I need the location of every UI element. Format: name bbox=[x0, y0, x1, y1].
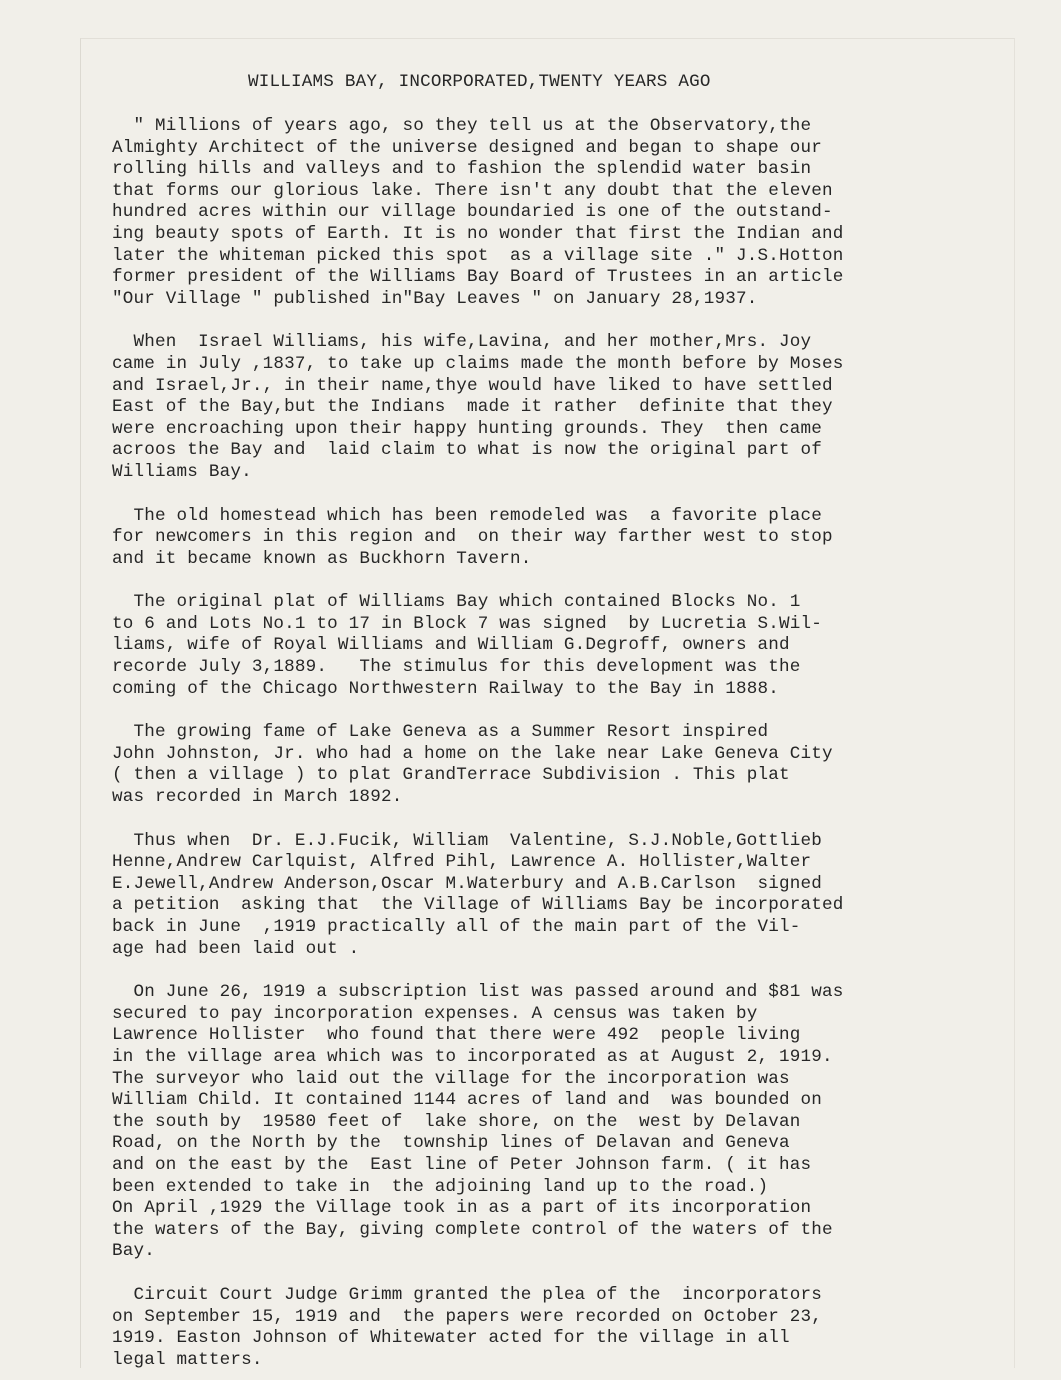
text-line: and on the east by the East line of Peter Johnson farm. ( it has bbox=[112, 1154, 812, 1175]
text-line: Lawrence Hollister who found that there were 492 people living bbox=[112, 1025, 801, 1046]
text-line: The surveyor who laid out the village for the incorporation was bbox=[112, 1068, 790, 1089]
text-line: was recorded in March 1892. bbox=[112, 787, 403, 808]
text-line: liams, wife of Royal Williams and William G.Degroff, owners and bbox=[112, 635, 790, 656]
text-line: to 6 and Lots No.1 to 17 in Block 7 was signed by Lucretia S.Wil- bbox=[112, 613, 823, 634]
text-line: recorde July 3,1889. The stimulus for this development was the bbox=[112, 657, 801, 678]
text-line: rolling hills and valleys and to fashion the splendid water basin bbox=[112, 159, 812, 180]
text-line: been extended to take in the adjoining land up to the road.) bbox=[112, 1176, 769, 1197]
paragraph-2 bbox=[112, 332, 992, 483]
text-line: Henne,Andrew Carlquist, Alfred Pihl, Lawrence A. Hollister,Walter bbox=[112, 852, 812, 873]
paragraph-1 bbox=[112, 116, 992, 310]
text-line: the waters of the Bay, giving complete control of the waters of the bbox=[112, 1219, 833, 1240]
text-line: a petition asking that the Village of Williams Bay be incorporated bbox=[112, 895, 844, 916]
text-line: legal matters. bbox=[112, 1349, 263, 1370]
text-line: coming of the Chicago Northwestern Railway to the Bay in 1888. bbox=[112, 678, 779, 699]
text-line: and Israel,Jr., in their name,thye would have liked to have settled bbox=[112, 375, 833, 396]
text-line: were encroaching upon their happy hunting grounds. They then came bbox=[112, 418, 823, 439]
text-line: "Our Village " published in"Bay Leaves " on January 28,1937. bbox=[112, 288, 758, 309]
text-line: The old homestead which has been remodeled was a favorite place bbox=[112, 505, 823, 526]
text-line: in the village area which was to incorporated as at August 2, 1919. bbox=[112, 1046, 833, 1067]
text-line: Almighty Architect of the universe designed and began to shape our bbox=[112, 137, 823, 158]
text-line: acroos the Bay and laid claim to what is now the original part of bbox=[112, 440, 823, 461]
paragraph-4 bbox=[112, 592, 992, 700]
text-line: Thus when Dr. E.J.Fucik, William Valentine, S.J.Noble,Gottlieb bbox=[112, 830, 823, 851]
text-line: hundred acres within our village boundaried is one of the outstand- bbox=[112, 202, 833, 223]
text-line: ( then a village ) to plat GrandTerrace Subdivision . This plat bbox=[112, 765, 790, 786]
typewritten-document bbox=[112, 70, 992, 1371]
text-line: On June 26, 1919 a subscription list was passed around and $81 was bbox=[112, 982, 844, 1003]
text-line: Circuit Court Judge Grimm granted the plea of the incorporators bbox=[112, 1284, 823, 1305]
text-line: came in July ,1837, to take up claims made the month before by Moses bbox=[112, 353, 844, 374]
text-line: secured to pay incorporation expenses. A census was taken by bbox=[112, 1003, 758, 1024]
text-line: When Israel Williams, his wife,Lavina, and her mother,Mrs. Joy bbox=[112, 332, 812, 353]
paragraph-6 bbox=[112, 831, 992, 961]
text-line: that forms our glorious lake. There isn't any doubt that the eleven bbox=[112, 180, 833, 201]
text-line: Williams Bay. bbox=[112, 461, 252, 482]
text-line: ing beauty spots of Earth. It is no wonder that first the Indian and bbox=[112, 223, 844, 244]
text-line: age had been laid out . bbox=[112, 938, 360, 959]
paragraph-5 bbox=[112, 722, 992, 808]
paragraph-3 bbox=[112, 506, 992, 571]
text-line: for newcomers in this region and on their way farther west to stop bbox=[112, 527, 833, 548]
text-line: The growing fame of Lake Geneva as a Summer Resort inspired bbox=[112, 722, 769, 743]
text-line: on September 15, 1919 and the papers were recorded on October 23, bbox=[112, 1306, 823, 1327]
text-line: the south by 19580 feet of lake shore, on the west by Delavan bbox=[112, 1111, 801, 1132]
text-line: East of the Bay,but the Indians made it rather definite that they bbox=[112, 397, 833, 418]
text-line: On April ,1929 the Village took in as a part of its incorporation bbox=[112, 1198, 812, 1219]
text-line: E.Jewell,Andrew Anderson,Oscar M.Waterbury and A.B.Carlson signed bbox=[112, 873, 823, 894]
text-line: former president of the Williams Bay Board of Trustees in an article bbox=[112, 267, 844, 288]
text-line: " Millions of years ago, so they tell us at the Observatory,the bbox=[112, 116, 812, 136]
paragraph-8 bbox=[112, 1285, 992, 1371]
text-line: back in June ,1919 practically all of the main part of the Vil- bbox=[112, 917, 801, 937]
document-body bbox=[112, 116, 992, 1371]
text-line: Bay. bbox=[112, 1241, 156, 1262]
paragraph-7 bbox=[112, 982, 992, 1263]
text-line: John Johnston, Jr. who had a home on the lake near Lake Geneva City bbox=[112, 743, 833, 764]
text-line: The original plat of Williams Bay which contained Blocks No. 1 bbox=[112, 592, 801, 613]
text-line: William Child. It contained 1144 acres of land and was bounded on bbox=[112, 1090, 823, 1111]
text-line: 1919. Easton Johnson of Whitewater acted for the village in all bbox=[112, 1328, 790, 1349]
text-line: Road, on the North by the township lines of Delavan and Geneva bbox=[112, 1133, 790, 1154]
text-line: later the whiteman picked this spot as a village site ." J.S.Hotton bbox=[112, 245, 844, 266]
document-title: WILLIAMS BAY, INCORPORATED,TWENTY YEARS AGO bbox=[248, 72, 711, 92]
text-line: and it became known as Buckhorn Tavern. bbox=[112, 548, 532, 569]
